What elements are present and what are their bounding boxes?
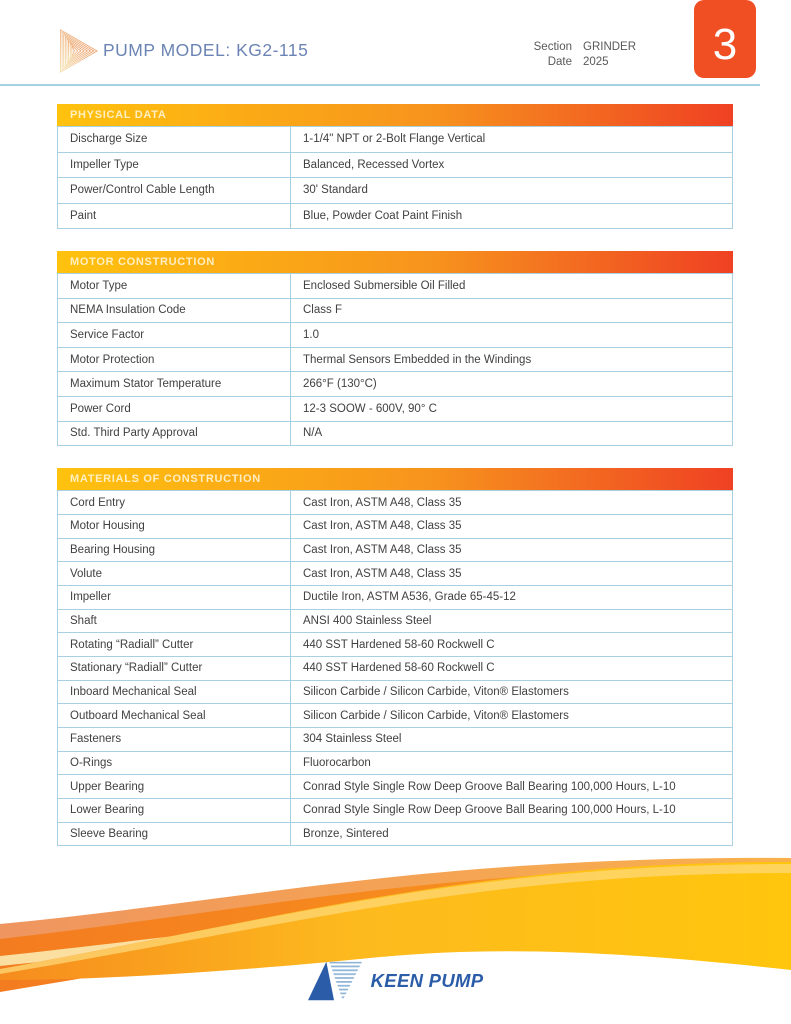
table-row <box>57 204 733 230</box>
materials-of-construction-table <box>57 468 733 846</box>
page-title: PUMP MODEL: KG2-115 <box>103 40 309 60</box>
table-row <box>57 422 733 447</box>
spec-value: Blue, Powder Coat Paint Finish <box>303 209 463 222</box>
spec-label: Impeller Type <box>58 153 291 178</box>
spec-value: Class F <box>303 304 342 317</box>
table-row <box>57 657 733 681</box>
spec-label: O-Rings <box>58 752 291 775</box>
table-title: MATERIALS OF CONSTRUCTION <box>57 468 733 490</box>
spec-value: 266°F (130°C) <box>303 378 377 391</box>
table-row <box>57 491 733 515</box>
table-body <box>57 126 733 229</box>
table-row <box>57 775 733 799</box>
table-row <box>57 633 733 657</box>
section-value: GRINDER <box>583 41 637 53</box>
spec-value: Cast Iron, ASTM A48, Class 35 <box>303 496 462 509</box>
section-label: Section <box>533 41 572 53</box>
spec-label: Cord Entry <box>58 491 291 514</box>
spec-label: Stationary “Radiall” Cutter <box>58 657 291 680</box>
spec-label: Power/Control Cable Length <box>58 178 291 203</box>
spec-label: Shaft <box>58 610 291 633</box>
table-row <box>57 704 733 728</box>
spec-value: Cast Iron, ASTM A48, Class 35 <box>303 520 462 533</box>
table-row <box>57 610 733 634</box>
spec-value: 440 SST Hardened 58-60 Rockwell C <box>303 662 495 675</box>
spec-label: Volute <box>58 562 291 585</box>
spec-label: Fasteners <box>58 728 291 751</box>
spec-label: Impeller <box>58 586 291 609</box>
spec-label: Maximum Stator Temperature <box>58 372 291 396</box>
table-row <box>57 372 733 397</box>
page-header <box>0 0 791 86</box>
physical-data-table <box>57 104 733 229</box>
spec-value: Fluorocarbon <box>303 757 371 770</box>
spec-value: 1-1/4" NPT or 2-Bolt Flange Vertical <box>303 133 486 146</box>
spec-value: Bronze, Sintered <box>303 828 389 841</box>
spec-value: N/A <box>303 427 323 440</box>
spec-value: Cast Iron, ASTM A48, Class 35 <box>303 567 462 580</box>
header-divider <box>0 84 760 86</box>
spec-value: Cast Iron, ASTM A48, Class 35 <box>303 543 462 556</box>
table-row <box>57 681 733 705</box>
spec-label: Lower Bearing <box>58 799 291 822</box>
table-row <box>57 515 733 539</box>
table-row <box>57 348 733 373</box>
table-row <box>57 274 733 299</box>
spec-value: 1.0 <box>303 328 319 341</box>
spec-label: Motor Housing <box>58 515 291 538</box>
date-label: Date <box>547 56 572 68</box>
table-row <box>57 823 733 847</box>
table-row <box>57 728 733 752</box>
motor-construction-table <box>57 251 733 446</box>
spec-label: Outboard Mechanical Seal <box>58 704 291 727</box>
page-number-badge: 3 <box>694 0 756 78</box>
spec-label: Service Factor <box>58 323 291 347</box>
table-row <box>57 299 733 324</box>
table-row <box>57 397 733 422</box>
table-title: MOTOR CONSTRUCTION <box>57 251 733 273</box>
spec-value: Enclosed Submersible Oil Filled <box>303 279 466 292</box>
table-row <box>57 323 733 348</box>
spec-value: 304 Stainless Steel <box>303 733 402 746</box>
spec-value: 440 SST Hardened 58-60 Rockwell C <box>303 638 495 651</box>
spec-label: Sleeve Bearing <box>58 823 291 846</box>
spec-value: Silicon Carbide / Silicon Carbide, Viton® Elastomers <box>303 686 569 698</box>
table-row <box>57 752 733 776</box>
spec-label: NEMA Insulation Code <box>58 299 291 323</box>
table-row <box>57 586 733 610</box>
spec-label: Bearing Housing <box>58 539 291 562</box>
spec-value: Thermal Sensors Embedded in the Windings <box>303 353 532 366</box>
spec-value: 30' Standard <box>303 184 368 197</box>
spec-label: Discharge Size <box>58 127 291 152</box>
table-row <box>57 799 733 823</box>
table-row <box>57 153 733 179</box>
table-row <box>57 127 733 153</box>
spec-label: Inboard Mechanical Seal <box>58 681 291 704</box>
table-title: PHYSICAL DATA <box>57 104 733 126</box>
keen-pump-logo-icon <box>308 961 362 1001</box>
table-body <box>57 273 733 446</box>
spec-value: Conrad Style Single Row Deep Groove Ball Bearing 100,000 Hours, L-10 <box>303 780 676 793</box>
table-body <box>57 490 733 846</box>
spec-tables <box>57 104 733 868</box>
spec-value: ANSI 400 Stainless Steel <box>303 614 432 627</box>
spec-value: Conrad Style Single Row Deep Groove Ball Bearing 100,000 Hours, L-10 <box>303 804 676 817</box>
doc-meta <box>500 40 660 69</box>
date-value: 2025 <box>583 56 609 68</box>
brand-name: KEEN PUMP <box>370 970 484 991</box>
brand-logo <box>0 960 791 1002</box>
spec-value: 12-3 SOOW - 600V, 90° C <box>303 402 437 415</box>
spec-label: Power Cord <box>58 397 291 421</box>
table-row <box>57 539 733 563</box>
triangle-arrow-logo-icon <box>60 28 98 74</box>
spec-label: Rotating “Radiall” Cutter <box>58 633 291 656</box>
table-row <box>57 562 733 586</box>
spec-value: Silicon Carbide / Silicon Carbide, Viton® Elastomers <box>303 709 569 722</box>
spec-label: Upper Bearing <box>58 775 291 798</box>
spec-value: Balanced, Recessed Vortex <box>303 158 445 171</box>
spec-label: Paint <box>58 204 291 229</box>
spec-label: Motor Protection <box>58 348 291 372</box>
spec-label: Motor Type <box>58 274 291 298</box>
spec-value: Ductile Iron, ASTM A536, Grade 65-45-12 <box>303 591 516 604</box>
spec-label: Std. Third Party Approval <box>58 422 291 446</box>
table-row <box>57 178 733 204</box>
